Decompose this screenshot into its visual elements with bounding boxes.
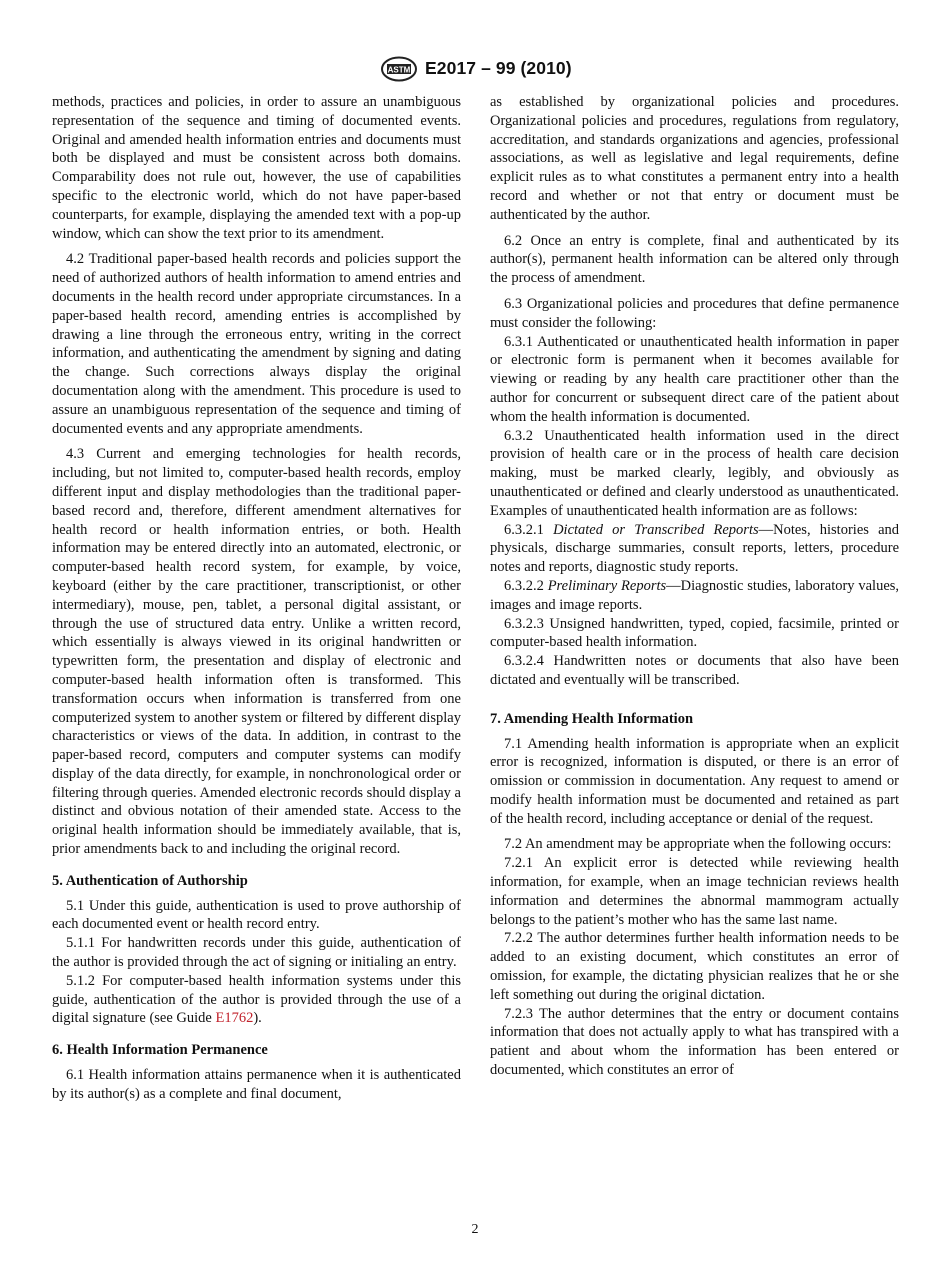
paragraph-7-1: 7.1 Amending health information is appropriate when an explicit error is recognized, information is disputed, or there is an error of omission or commission in documentation. Any request to amend or modify health information must be documented and retained as part of the health record, including acceptance or denial of the request. [490,735,899,827]
paragraph-5-1-2-text: 5.1.2 For computer-based health information systems under this guide, authentication of the author is provided through the use of a digital signature (see Guide [52,972,461,1027]
guide-e1762-link[interactable]: E1762 [215,1010,254,1027]
paragraph-5-1-2-end: ). [253,1010,262,1027]
paragraph-4-3: 4.3 Current and emerging technologies for health records, including, but not limited to, computer-based health records, employ different input and display methodologies than the traditional paper-based record and, therefore, different amendment alternatives for health record or health information entries, or both. Health information may be entered directly into an automated, electronic, or computer-based health record system, for example, by voice, keyboard (either by the care practitioner, transcriptionist, or other intermediary), mouse, pen, tablet, a personal digital assistant, or through the use of structured data entry. Unlike a written record, which essentially is always viewed in its original handwritten or typewritten form, the presentation and display of electronic and computer-based health information often is transformed. This transformation occurs when information is transferred from one computerized system to another system or filtered by different display characteristics or views of the data. In addition, in contrast to the paper-based record, computers and computer systems can modify display of the data directly, for example, in nonchronological order or filtering through queries. Amended electronic records should display a distinct and obvious notation of their amended state. Access to the original health information should be immediately available, that is, prior amendments back to and including the original record. [52,446,461,858]
paragraph-6-3-2: 6.3.2 Unauthenticated health information used in the direct provision of health care or in the process of health care decision making, must be marked clearly, legibly, and obviously as unauthenticated or defined and clearly understood as unauthenticated. Examples of unauthenticated health information are as follows: [490,427,899,519]
paragraph-5-1: 5.1 Under this guide, authentication is used to prove authorship of each documented event or health record entry. [52,897,461,933]
left-column [52,93,461,1104]
right-column [490,93,899,1080]
section-heading-7: 7. Amending Health Information [490,710,694,727]
paragraph-6-3-2-2-num: 6.3.2.2 [504,577,548,594]
section-heading-5: 5. Authentication of Authorship [52,872,248,889]
paragraph-7-2: 7.2 An amendment may be appropriate when the following occurs: [504,836,892,853]
paragraph-6-3-2-1 [490,521,899,577]
paragraph-6-2: 6.2 Once an entry is complete, final and authenticated by its author(s), permanent health information can be altered only through the process of amendment. [490,232,899,287]
paragraph-6-3-2-4: 6.3.2.4 Handwritten notes or documents that also have been dictated and eventually will be transcribed. [490,653,899,688]
paragraph-7-2-1: 7.2.1 An explicit error is detected while reviewing health information, for example, when an image technician reviews health information and determines the abnormal mammogram actually belongs to the patient’s mother who has the same last name. [490,855,899,928]
paragraph-6-3-2-3: 6.3.2.3 Unsigned handwritten, typed, copied, facsimile, printed or computer-based health information. [490,615,899,651]
paragraph-6-3-2-1-text: —Notes, histories and physicals, discharge summaries, consult reports, letters, procedure notes and reports, diagnostic study reports. [490,521,900,576]
paragraph-6-3-2-2-title: Preliminary Reports [547,577,667,594]
paragraph-continued: methods, practices and policies, in order to assure an unambiguous representation of the sequence and timing of documented events. Original and amended health information entries and documents must both be displayed and must be consistent across both domains. Comparability does not rule out, however, the use of capabilities specific to the electronic world, which do not have paper-based counterparts, for example, displaying the amended text with a pop-up window, which can show the text prior to its amendment. [52,94,461,242]
paragraph-6-3-2-1-title: Dictated or Transcribed Reports [553,521,759,538]
paragraph-6-3-2-2 [490,577,899,615]
paragraph-4-2: 4.2 Traditional paper-based health records and policies support the need of authorized authors of health information to amend entries and documents in the health record under appropriate circumstances. In a paper-based health record, amending entries is accomplished by drawing a line through the erroneous entry, writing in the correct information, and authenticating the amendment by signing and dating the change. Such corrections always display the original documentation along with the amendment. This procedure is used to assure an unambiguous representation of the sequence and timing of documented events and any appropriate amendments. [52,251,461,437]
svg-text:ASTM: ASTM [387,65,411,75]
paragraph-6-3-2-2-text: —Diagnostic studies, laboratory values, images and image reports. [490,577,900,613]
page-number: 2 [471,1222,479,1237]
page-header [0,56,950,84]
paragraph-6-1: 6.1 Health information attains permanence when it is authenticated by its author(s) as a complete and final document, [52,1067,461,1102]
standard-designation: E2017 – 99 (2010) [425,58,572,78]
section-heading-6: 6. Health Information Permanence [52,1042,268,1059]
paragraph-5-1-2 [52,972,461,1028]
paragraph-5-1-1: 5.1.1 For handwritten records under this guide, authentication of the author is provided through the act of signing or initialing an entry. [52,935,461,971]
paragraph-6-3-1: 6.3.1 Authenticated or unauthenticated health information in paper or electronic form is permanent when it becomes available for viewing or reading by any health care practitioner other than the author for concurrent or subsequent direct care of the patient about whom the health information is documented. [490,333,899,425]
paragraph-7-2-3: 7.2.3 The author determines that the entry or document contains information that does not actually apply to what has transpired with a patient and about whom the information has been entered or documented, which constitutes an error of [490,1005,899,1079]
astm-logo-icon [380,56,418,82]
paragraph-continued-right: as established by organizational policies and procedures. Organizational policies and procedures, regulations from regulatory, accreditation, and standards organizations and agencies, professional associations, as well as legislative and legal requirements, define explicit rules as to what constitutes a permanent entry into a health record and whether or not that entry or document must be authenticated by the author. [490,94,899,223]
paragraph-6-3-2-1-num: 6.3.2.1 [504,521,554,538]
paragraph-7-2-2: 7.2.2 The author determines further health information needs to be added to an existing document, which constitutes an error of omission, for example, the dictating physician realizes that he or she left something out during the original dictation. [490,930,899,1003]
paragraph-6-3: 6.3 Organizational policies and procedures that define permanence must consider the following: [490,295,899,331]
